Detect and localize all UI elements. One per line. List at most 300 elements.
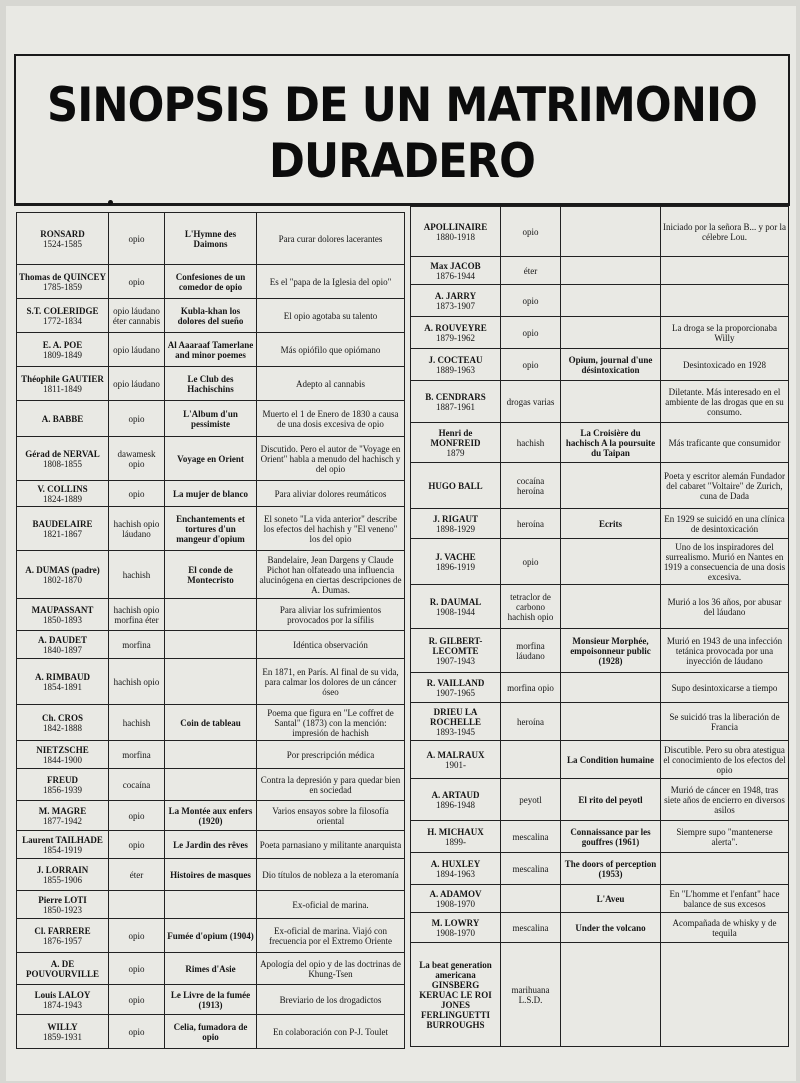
author-years: 1821-1867: [43, 528, 82, 539]
author-cell: [17, 437, 109, 481]
work-cell: Enchantements et tortures d'un mangeur d'opium: [165, 507, 257, 551]
table-row: [17, 891, 405, 919]
work-cell: The doors of perception (1953): [561, 853, 661, 885]
drug-cell: morfina: [109, 631, 165, 659]
note-cell: Breviario de los drogadictos: [257, 985, 405, 1015]
table-row: [17, 831, 405, 859]
drug-cell: hachish opio láudano: [109, 507, 165, 551]
table-row: [17, 769, 405, 801]
author-cell: [17, 1015, 109, 1049]
author-name: A. BABBE: [41, 413, 84, 424]
drug-cell: opio: [109, 919, 165, 953]
note-cell: Dio títulos de nobleza a la eteromanía: [257, 859, 405, 891]
author-cell: [17, 599, 109, 631]
author-years: 1873-1907: [436, 300, 475, 311]
note-cell: Contra la depresión y para quedar bien en sociedad: [257, 769, 405, 801]
author-name: R. GILBERT-LECOMTE: [428, 635, 483, 656]
author-cell: [411, 317, 501, 349]
note-cell: En 1871, en París. Al final de su vida, para calmar los dolores de un cáncer óseo: [257, 659, 405, 705]
author-years: 1889-1963: [436, 364, 475, 375]
author-cell: [17, 401, 109, 437]
work-cell: [165, 659, 257, 705]
drug-cell: cocaína: [109, 769, 165, 801]
note-cell: [661, 257, 789, 285]
note-cell: En colaboración con P-J. Toulet: [257, 1015, 405, 1049]
work-cell: [561, 381, 661, 423]
note-cell: Más traficante que consumidor: [661, 423, 789, 463]
table-row: [411, 943, 789, 1047]
drug-cell: hachish: [109, 705, 165, 741]
author-years: 1840-1897: [43, 644, 82, 655]
author-years: 1842-1888: [43, 722, 82, 733]
work-cell: Under the volcano: [561, 913, 661, 943]
author-cell: [411, 381, 501, 423]
author-cell: [411, 207, 501, 257]
table-row: [411, 913, 789, 943]
note-cell: Bandelaire, Jean Dargens y Claude Pichot han olfateado una influencia alucinógena en ciertas descripciones de A. Dumas.: [257, 551, 405, 599]
author-years: 1879-1962: [436, 332, 475, 343]
table-row: [17, 859, 405, 891]
title-box: [14, 54, 790, 206]
table-row: [17, 507, 405, 551]
work-cell: El rito del peyotl: [561, 779, 661, 821]
author-name: A. JARRY: [434, 290, 477, 301]
author-years: 1524-1585: [43, 238, 82, 249]
table-row: [17, 299, 405, 333]
author-cell: [17, 891, 109, 919]
note-cell: Es el "papa de la Iglesia del opio": [257, 265, 405, 299]
author-name: Louis LALOY: [34, 989, 91, 1000]
author-years: 1880-1918: [436, 231, 475, 242]
work-cell: [561, 257, 661, 285]
work-cell: [561, 285, 661, 317]
drug-cell: mescalina: [501, 821, 561, 853]
author-years: 1808-1855: [43, 458, 82, 469]
author-years: 1893-1945: [436, 726, 475, 737]
author-years: 1879: [446, 447, 465, 458]
author-name: Cl. FARRERE: [34, 925, 91, 936]
note-cell: Varios ensayos sobre la filosofía oriental: [257, 801, 405, 831]
note-cell: Murió a los 36 años, por abusar del láudano: [661, 585, 789, 629]
author-years: 1896-1919: [436, 561, 475, 572]
work-cell: [165, 891, 257, 919]
author-cell: [17, 299, 109, 333]
author-name: M. MAGRE: [38, 805, 87, 816]
author-name: J. RIGAUT: [432, 513, 478, 524]
table-row: [411, 821, 789, 853]
note-cell: Ex-oficial de marina.: [257, 891, 405, 919]
drug-cell: opio: [501, 285, 561, 317]
drug-cell: éter: [501, 257, 561, 285]
author-name: Max JACOB: [430, 260, 481, 271]
note-cell: En 1929 se suicidó en una clínica de desintoxicación: [661, 509, 789, 539]
author-name: WILLY: [47, 1021, 78, 1032]
table-row: [411, 285, 789, 317]
author-years: 1850-1923: [43, 904, 82, 915]
note-cell: Muerto el 1 de Enero de 1830 a causa de una dosis excesiva de opio: [257, 401, 405, 437]
work-cell: Confesiones de un comedor de opio: [165, 265, 257, 299]
author-cell: [17, 659, 109, 705]
drug-cell: opio: [501, 317, 561, 349]
author-cell: [17, 859, 109, 891]
note-cell: Desintoxicado en 1928: [661, 349, 789, 381]
author-cell: [411, 463, 501, 509]
note-cell: [661, 943, 789, 1047]
author-cell: [411, 913, 501, 943]
synopsis-table-right: [410, 206, 789, 1047]
work-cell: Le Jardin des rêves: [165, 831, 257, 859]
table-row: [411, 257, 789, 285]
author-name: Laurent TAILHADE: [22, 834, 103, 845]
author-years: 1908-1944: [436, 606, 475, 617]
work-cell: [561, 943, 661, 1047]
author-years: 1874-1943: [43, 999, 82, 1010]
work-cell: [561, 317, 661, 349]
table-row: [411, 539, 789, 585]
drug-cell: opio: [109, 831, 165, 859]
author-cell: [17, 919, 109, 953]
drug-cell: morfina opio: [501, 673, 561, 703]
work-cell: [561, 463, 661, 509]
author-cell: [17, 801, 109, 831]
author-years: 1802-1870: [43, 574, 82, 585]
author-name: A. DE POUVOURVILLE: [25, 958, 99, 979]
author-name: V. COLLINS: [37, 483, 88, 494]
drug-cell: opio: [109, 481, 165, 507]
note-cell: Diletante. Más interesado en el ambiente de las drogas que en su consumo.: [661, 381, 789, 423]
work-cell: La Croisière du hachisch A la poursuite du Taipan: [561, 423, 661, 463]
note-cell: El opio agotaba su talento: [257, 299, 405, 333]
author-years: 1855-1906: [43, 874, 82, 885]
drug-cell: mescalina: [501, 913, 561, 943]
work-cell: Le Livre de la fumée (1913): [165, 985, 257, 1015]
drug-cell: opio láudano: [109, 333, 165, 367]
work-cell: [165, 599, 257, 631]
author-name: Gérad de NERVAL: [25, 448, 100, 459]
table-row: [411, 779, 789, 821]
drug-cell: peyotl: [501, 779, 561, 821]
table-row: [17, 265, 405, 299]
work-cell: Voyage en Orient: [165, 437, 257, 481]
note-cell: Para curar dolores lacerantes: [257, 213, 405, 265]
author-years: 1772-1834: [43, 315, 82, 326]
author-years: 1850-1893: [43, 614, 82, 625]
note-cell: Por prescripción médica: [257, 741, 405, 769]
author-name: DRIEU LA ROCHELLE: [429, 706, 481, 727]
author-years: 1896-1948: [436, 799, 475, 810]
drug-cell: dawamesk opio: [109, 437, 165, 481]
author-cell: [17, 481, 109, 507]
work-cell: [561, 539, 661, 585]
note-cell: Murió de cáncer en 1948, tras siete años de encierro en diversos asilos: [661, 779, 789, 821]
author-years: 1908-1970: [436, 898, 475, 909]
author-cell: [17, 333, 109, 367]
author-years: 1901-: [445, 759, 466, 770]
table-row: [17, 705, 405, 741]
author-cell: [17, 265, 109, 299]
drug-cell: opio: [109, 401, 165, 437]
author-name: NIETZSCHE: [36, 744, 89, 755]
author-name: J. COCTEAU: [428, 354, 483, 365]
page-title: SINOPSIS DE UN MATRIMONIO DURADERO: [47, 78, 757, 189]
table-row: [17, 333, 405, 367]
author-name: La beat generation americana GINSBERG KERUAC LE ROI JONES FERLINGUETTI BURROUGHS: [419, 959, 492, 1030]
work-cell: [561, 703, 661, 741]
author-cell: [411, 585, 501, 629]
author-years: 1844-1900: [43, 754, 82, 765]
work-cell: L'Album d'un pessimiste: [165, 401, 257, 437]
author-cell: [411, 349, 501, 381]
table-row: [411, 853, 789, 885]
author-cell: [411, 539, 501, 585]
author-cell: [411, 779, 501, 821]
author-name: Thomas de QUINCEY: [19, 271, 107, 282]
author-name: H. MICHAUX: [427, 826, 484, 837]
author-years: 1907-1943: [436, 655, 475, 666]
author-cell: [411, 423, 501, 463]
author-name: A. DUMAS (padre): [25, 564, 100, 575]
work-cell: Fumée d'opium (1904): [165, 919, 257, 953]
drug-cell: opio: [109, 953, 165, 985]
table-row: [17, 953, 405, 985]
table-row: [17, 801, 405, 831]
drug-cell: heroína: [501, 703, 561, 741]
table-row: [411, 509, 789, 539]
author-years: 1908-1970: [436, 927, 475, 938]
author-years: 1887-1961: [436, 401, 475, 412]
work-cell: L'Hymne des Daimons: [165, 213, 257, 265]
author-cell: [411, 703, 501, 741]
work-cell: L'Aveu: [561, 885, 661, 913]
author-cell: [17, 985, 109, 1015]
author-cell: [411, 257, 501, 285]
drug-cell: opio: [109, 801, 165, 831]
note-cell: Discutible. Pero su obra atestigua el conocimiento de los efectos del opio: [661, 741, 789, 779]
author-years: 1859-1931: [43, 1031, 82, 1042]
table-row: [411, 741, 789, 779]
author-name: A. ROUVEYRE: [424, 322, 487, 333]
work-cell: Monsieur Morphée, empoisonneur public (1928): [561, 629, 661, 673]
table-row: [17, 367, 405, 401]
drug-cell: hachish opio morfina éter: [109, 599, 165, 631]
author-cell: [411, 629, 501, 673]
work-cell: [561, 585, 661, 629]
ink-dot: [108, 200, 113, 205]
author-cell: [17, 705, 109, 741]
author-cell: [411, 673, 501, 703]
author-cell: [411, 943, 501, 1047]
drug-cell: cocaína heroína: [501, 463, 561, 509]
drug-cell: opio: [501, 539, 561, 585]
author-years: 1811-1849: [43, 383, 82, 394]
note-cell: Para aliviar dolores reumáticos: [257, 481, 405, 507]
author-name: R. VAILLAND: [426, 677, 485, 688]
synopsis-table-left: [16, 212, 405, 1049]
author-years: 1907-1965: [436, 687, 475, 698]
author-name: Ch. CROS: [41, 712, 83, 723]
work-cell: La mujer de blanco: [165, 481, 257, 507]
table-row: [17, 741, 405, 769]
table-row: [411, 585, 789, 629]
work-cell: [561, 673, 661, 703]
author-years: 1854-1891: [43, 681, 82, 692]
table-row: [17, 985, 405, 1015]
author-cell: [17, 631, 109, 659]
note-cell: Adepto al cannabis: [257, 367, 405, 401]
author-name: J. LORRAIN: [36, 864, 89, 875]
author-years: 1785-1859: [43, 281, 82, 292]
table-row: [411, 381, 789, 423]
note-cell: En "L'homme et l'enfant" hace balance de sus excesos: [661, 885, 789, 913]
work-cell: Histoires de masques: [165, 859, 257, 891]
work-cell: [165, 741, 257, 769]
drug-cell: opio: [109, 1015, 165, 1049]
author-years: 1894-1963: [436, 868, 475, 879]
note-cell: Idéntica observación: [257, 631, 405, 659]
note-cell: Poeta y escritor alemán Fundador del cabaret "Voltaire" de Zurich, cuna de Dada: [661, 463, 789, 509]
table-row: [17, 481, 405, 507]
work-cell: Ecrits: [561, 509, 661, 539]
table-row: [411, 885, 789, 913]
author-years: 1876-1944: [436, 270, 475, 281]
work-cell: [165, 769, 257, 801]
work-cell: [561, 207, 661, 257]
note-cell: Poema que figura en "Le coffret de Santal" (1873) con la mención: impresión de hachish: [257, 705, 405, 741]
drug-cell: opio: [109, 985, 165, 1015]
author-years: 1898-1929: [436, 523, 475, 534]
author-cell: [411, 821, 501, 853]
work-cell: Al Aaaraaf Tamerlane and minor poemes: [165, 333, 257, 367]
work-cell: Opium, journal d'une désintoxication: [561, 349, 661, 381]
drug-cell: opio: [109, 213, 165, 265]
drug-cell: morfina láudano: [501, 629, 561, 673]
author-name: Henri de MONFREID: [430, 427, 481, 448]
table-row: [17, 401, 405, 437]
note-cell: Para aliviar los sufrimientos provocados por la sífilis: [257, 599, 405, 631]
author-name: J. VACHE: [435, 551, 476, 562]
author-name: S.T. COLERIDGE: [26, 305, 99, 316]
author-name: FREUD: [47, 774, 78, 785]
author-years: 1876-1957: [43, 935, 82, 946]
author-name: M. LOWRY: [431, 917, 480, 928]
author-name: A. HUXLEY: [430, 858, 481, 869]
work-cell: El conde de Montecristo: [165, 551, 257, 599]
author-cell: [17, 507, 109, 551]
author-name: BAUDELAIRE: [32, 518, 93, 529]
author-cell: [411, 741, 501, 779]
note-cell: Supo desintoxicarse a tiempo: [661, 673, 789, 703]
work-cell: Coin de tableau: [165, 705, 257, 741]
drug-cell: hachish opio: [109, 659, 165, 705]
drug-cell: hachish: [501, 423, 561, 463]
table-row: [17, 599, 405, 631]
work-cell: Celia, fumadora de opio: [165, 1015, 257, 1049]
drug-cell: opio: [501, 349, 561, 381]
author-cell: [411, 509, 501, 539]
drug-cell: opio láudano: [109, 367, 165, 401]
table-row: [17, 1015, 405, 1049]
note-cell: Uno de los inspiradores del surrealismo. Murió en Nantes en 1919 a consecuencia de una dosis excesiva.: [661, 539, 789, 585]
table-row: [17, 213, 405, 265]
note-cell: Siempre supo "mantenerse alerta".: [661, 821, 789, 853]
author-name: R. DAUMAL: [429, 596, 482, 607]
author-years: 1809-1849: [43, 349, 82, 360]
author-cell: [17, 831, 109, 859]
table-row: [17, 631, 405, 659]
note-cell: Acompañada de whisky y de tequila: [661, 913, 789, 943]
author-name: Pierre LOTI: [38, 894, 87, 905]
drug-cell: [501, 885, 561, 913]
work-cell: Le Club des Hachischins: [165, 367, 257, 401]
author-cell: [17, 769, 109, 801]
author-cell: [17, 213, 109, 265]
table-row: [411, 207, 789, 257]
author-years: 1899-: [445, 836, 466, 847]
author-cell: [17, 551, 109, 599]
author-years: 1854-1919: [43, 844, 82, 855]
author-years: 1824-1889: [43, 493, 82, 504]
drug-cell: tetraclor de carbono hachish opio: [501, 585, 561, 629]
author-name: B. CENDRARS: [425, 391, 486, 402]
note-cell: Apología del opio y de las doctrinas de Khung-Tsen: [257, 953, 405, 985]
work-cell: Kubla-khan los dolores del sueño: [165, 299, 257, 333]
author-cell: [17, 367, 109, 401]
author-cell: [17, 953, 109, 985]
note-cell: Discutido. Pero el autor de "Voyage en Orient" habla a menudo del hachisch y del opio: [257, 437, 405, 481]
note-cell: Más opiófilo que opiómano: [257, 333, 405, 367]
table-row: [411, 703, 789, 741]
drug-cell: morfina: [109, 741, 165, 769]
note-cell: Iniciado por la señora B... y por la célebre Lou.: [661, 207, 789, 257]
author-name: HUGO BALL: [428, 480, 483, 491]
note-cell: [661, 853, 789, 885]
work-cell: Connaissance par les gouffres (1961): [561, 821, 661, 853]
note-cell: El soneto "La vida anterior" describe los efectos del hachish y "El veneno" los del opio: [257, 507, 405, 551]
author-name: E. A. POE: [42, 339, 83, 350]
drug-cell: [501, 741, 561, 779]
author-cell: [411, 885, 501, 913]
author-name: A. RIMBAUD: [35, 671, 90, 682]
author-years: 1877-1942: [43, 815, 82, 826]
drug-cell: opio: [109, 265, 165, 299]
author-name: A. ADAMOV: [429, 888, 482, 899]
table-row: [411, 317, 789, 349]
author-name: A. MALRAUX: [426, 749, 485, 760]
drug-cell: hachish: [109, 551, 165, 599]
table-row: [411, 673, 789, 703]
author-name: MAUPASSANT: [31, 604, 94, 615]
drug-cell: [109, 891, 165, 919]
drug-cell: opio: [501, 207, 561, 257]
author-cell: [17, 741, 109, 769]
note-cell: La droga se la proporcionaba Willy: [661, 317, 789, 349]
note-cell: Se suicidó tras la liberación de Francia: [661, 703, 789, 741]
author-name: APOLLINAIRE: [423, 221, 488, 232]
work-cell: La Montée aux enfers (1920): [165, 801, 257, 831]
drug-cell: heroína: [501, 509, 561, 539]
work-cell: Rimes d'Asie: [165, 953, 257, 985]
note-cell: Ex-oficial de marina. Viajó con frecuencia por el Extremo Oriente: [257, 919, 405, 953]
table-row: [17, 919, 405, 953]
author-years: 1856-1939: [43, 784, 82, 795]
author-cell: [411, 853, 501, 885]
table-row: [411, 463, 789, 509]
author-name: Théophile GAUTIER: [21, 373, 104, 384]
drug-cell: éter: [109, 859, 165, 891]
work-cell: [165, 631, 257, 659]
work-cell: La Condition humaine: [561, 741, 661, 779]
note-cell: [661, 285, 789, 317]
